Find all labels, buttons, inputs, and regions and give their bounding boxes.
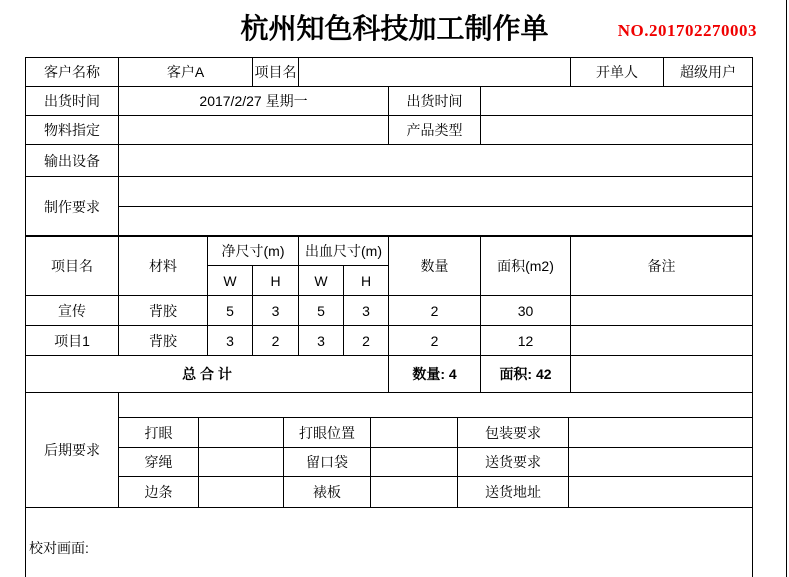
issuer-value: 超级用户 (664, 58, 753, 87)
ship-time-value: 2017/2/27 星期一 (119, 87, 389, 116)
item-bleed-h-cell: 3 (344, 296, 389, 326)
output-device-label: 输出设备 (26, 145, 119, 177)
post-process-section-label: 后期要求 (26, 393, 119, 508)
punch-position-value (371, 418, 458, 448)
item-name-cell: 项目1 (26, 326, 119, 356)
delivery-address-value (569, 477, 753, 508)
punch-position-label: 打眼位置 (284, 418, 371, 448)
item-row (26, 296, 753, 326)
item-net-w-cell: 5 (208, 296, 253, 326)
ship-time-label: 出货时间 (26, 87, 119, 116)
proof-label: 校对画面: (26, 508, 753, 577)
grand-total-area: 面积: 42 (481, 356, 571, 393)
production-req-line1 (119, 177, 753, 207)
items-header-bleed-size: 出血尺寸(m) (299, 236, 389, 266)
item-bleed-w-cell: 3 (299, 326, 344, 356)
item-qty-cell: 2 (389, 326, 481, 356)
items-table (25, 235, 753, 393)
post-process-row (26, 477, 753, 508)
items-header-bleed-w: W (299, 266, 344, 296)
items-header-net-h: H (253, 266, 299, 296)
rope-value (199, 448, 284, 477)
grand-total-remark (571, 356, 753, 393)
order-number: NO.201702270003 (617, 21, 757, 40)
ship-time2-label: 出货时间 (389, 87, 481, 116)
delivery-req-label: 送货要求 (458, 448, 569, 477)
customer-name-value: 客户A (119, 58, 253, 87)
material-spec-label: 物料指定 (26, 116, 119, 145)
output-device-value (119, 145, 753, 177)
item-remark-cell (571, 326, 753, 356)
item-remark-cell (571, 296, 753, 326)
punch-value (199, 418, 284, 448)
item-net-h-cell: 3 (253, 296, 299, 326)
issuer-label: 开单人 (571, 58, 664, 87)
punch-label: 打眼 (119, 418, 199, 448)
delivery-req-value (569, 448, 753, 477)
item-net-w-cell: 3 (208, 326, 253, 356)
items-header-material: 材料 (119, 236, 208, 296)
proof-area (25, 507, 753, 577)
item-area-cell: 12 (481, 326, 571, 356)
item-net-h-cell: 2 (253, 326, 299, 356)
items-header-remark: 备注 (571, 236, 753, 296)
edge-strip-label: 边条 (119, 477, 199, 508)
production-req-label: 制作要求 (26, 177, 119, 237)
edge-strip-value (199, 477, 284, 508)
product-type-value (481, 116, 753, 145)
items-header-bleed-h: H (344, 266, 389, 296)
grand-total-label: 总 合 计 (26, 356, 389, 393)
page-title: 杭州知色科技加工制作单 (240, 13, 549, 44)
item-material-cell: 背胶 (119, 296, 208, 326)
packing-req-label: 包装要求 (458, 418, 569, 448)
page-edge-divider (786, 0, 787, 577)
item-row (26, 326, 753, 356)
delivery-address-label: 送货地址 (458, 477, 569, 508)
project-name-label: 项目名 (253, 58, 299, 87)
item-material-cell: 背胶 (119, 326, 208, 356)
production-req-line2 (119, 207, 753, 237)
post-process-row (26, 448, 753, 477)
post-process-row (26, 418, 753, 448)
pocket-label: 留口袋 (284, 448, 371, 477)
material-spec-value (119, 116, 389, 145)
packing-req-value (569, 418, 753, 448)
items-header-qty: 数量 (389, 236, 481, 296)
item-name-cell: 宣传 (26, 296, 119, 326)
mounting-board-value (371, 477, 458, 508)
post-process-spacer (119, 393, 753, 418)
ship-time2-value (481, 87, 753, 116)
items-header-area: 面积(m2) (481, 236, 571, 296)
items-header-name: 项目名 (26, 236, 119, 296)
post-process-table (25, 392, 753, 508)
rope-label: 穿绳 (119, 448, 199, 477)
item-area-cell: 30 (481, 296, 571, 326)
project-name-value (299, 58, 571, 87)
items-header-net-size: 净尺寸(m) (208, 236, 299, 266)
item-bleed-h-cell: 2 (344, 326, 389, 356)
customer-name-label: 客户名称 (26, 58, 119, 87)
grand-total-qty: 数量: 4 (389, 356, 481, 393)
pocket-value (371, 448, 458, 477)
item-bleed-w-cell: 5 (299, 296, 344, 326)
product-type-label: 产品类型 (389, 116, 481, 145)
mounting-board-label: 裱板 (284, 477, 371, 508)
item-qty-cell: 2 (389, 296, 481, 326)
items-header-net-w: W (208, 266, 253, 296)
info-table (25, 57, 753, 237)
